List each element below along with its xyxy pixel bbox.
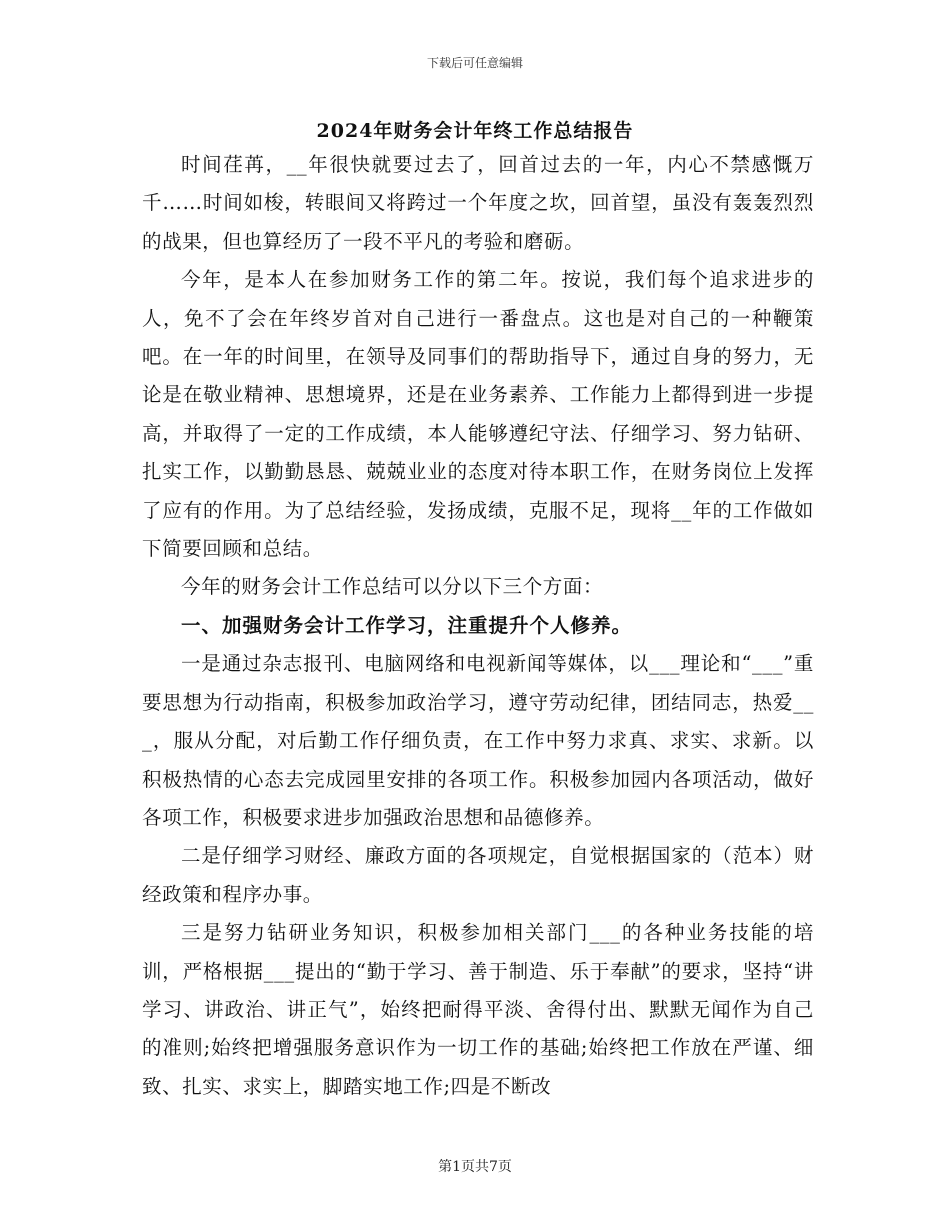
page-footer-number: 第1页共7页 bbox=[438, 1159, 512, 1175]
paragraph-intro: 时间荏苒，__年很快就要过去了，回首过去的一年，内心不禁感慨万千……时间如梭，转眼间又将跨过一个年度之坎，回首望，虽没有轰轰烈烈的战果，但也算经历了一段不平凡的考验和磨砺。 bbox=[142, 153, 814, 253]
page-header-note: 下载后可任意编辑 bbox=[426, 56, 523, 70]
paragraph-point-3: 三是努力钻研业务知识，积极参加相关部门___的各种业务技能的培训，严格根据___提出的“勤于学习、善于制造、乐于奉献”的要求，坚持“讲学习、讲政治、讲正气”，始终把耐得平淡、舍得付出、默默无闻作为自己的准则;始终把增强服务意识作为一切工作的基础;始终把工作放在严谨、细致、扎实、求实上，脚踏实地工作;四是不断改 bbox=[142, 921, 814, 1098]
paragraph-overview: 今年，是本人在参加财务工作的第二年。按说，我们每个追求进步的人，免不了会在年终岁首对自己进行一番盘点。这也是对自己的一种鞭策吧。在一年的时间里，在领导及同事们的帮助指导下，通过自身的努力，无论是在敬业精神、思想境界，还是在业务素养、工作能力上都得到进一步提高，并取得了一定的工作成绩，本人能够遵纪守法、仔细学习、努力钻研、扎实工作，以勤勤恳恳、兢兢业业的态度对待本职工作，在财务岗位上发挥了应有的作用。为了总结经验，发扬成绩，克服不足，现将__年的工作做如下简要回顾和总结。 bbox=[142, 268, 814, 561]
document-title: 2024年财务会计年终工作总结报告 bbox=[316, 120, 634, 142]
section-heading-1: 一、加强财务会计工作学习，注重提升个人修养。 bbox=[181, 613, 633, 637]
paragraph-point-2: 二是仔细学习财经、廉政方面的各项规定，自觉根据国家的（范本）财经政策和程序办事。 bbox=[142, 844, 814, 906]
paragraph-point-1: 一是通过杂志报刊、电脑网络和电视新闻等媒体，以___理论和“___”重要思想为行动指南，积极参加政治学习，遵守劳动纪律，团结同志，热爱___，服从分配，对后勤工作仔细负责，在工作中努力求真、求实、求新。以积极热情的心态去完成园里安排的各项工作。积极参加园内各项活动，做好各项工作，积极要求进步加强政治思想和品德修养。 bbox=[142, 652, 814, 829]
paragraph-aspects: 今年的财务会计工作总结可以分以下三个方面： bbox=[181, 575, 604, 599]
document-body bbox=[142, 146, 814, 1106]
